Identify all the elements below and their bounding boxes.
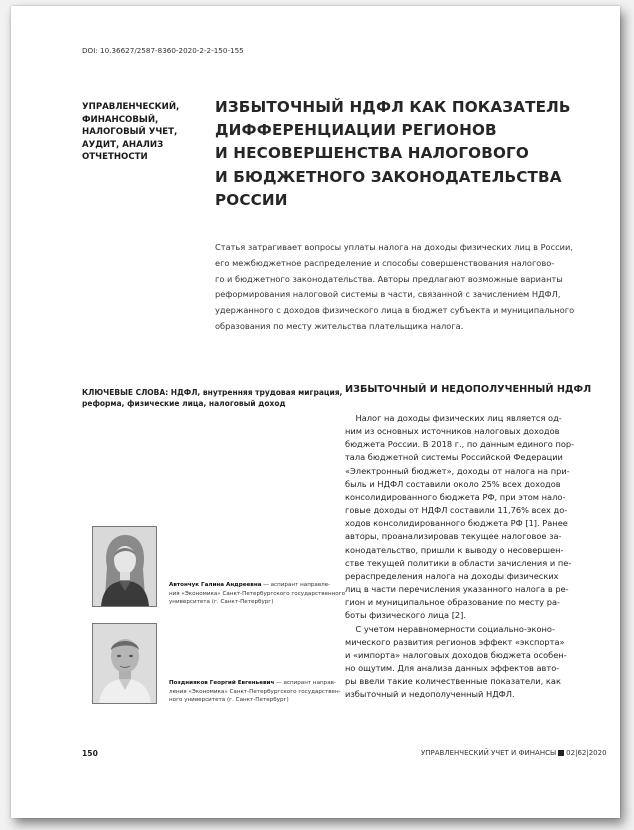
author-info — [169, 679, 344, 705]
abstract-line: го и бюджетного законодательства. Авторы предлагают возможные варианты — [215, 273, 563, 284]
keywords-line: реформа, физические лица, налоговый доход — [82, 398, 286, 408]
journal-page — [11, 6, 620, 818]
rubric-block — [82, 101, 192, 164]
author-name: Позднияков Георгий Евгеньевич — [169, 680, 275, 686]
body-line: «Электронный бюджет», доходы от налога на при- — [345, 465, 570, 476]
running-footer — [421, 749, 607, 757]
body-line: и «импорта» налоговых доходов бюджета особен- — [345, 649, 567, 660]
body-line: говые доходы от НДФЛ составили 11,76% всех до- — [345, 505, 568, 516]
body-line: гион и муниципальное образование по месту ра- — [345, 597, 561, 608]
body-line: ходов консолидированного бюджета РФ [1]. Ранее — [345, 518, 568, 529]
issue-number: 02|62|2020 — [566, 749, 607, 757]
body-line: быль и НДФЛ составили около 25% всех доходов — [345, 478, 561, 489]
abstract — [215, 240, 590, 335]
abstract-line: его межбюджетное распределение и способы совершенствования налогово- — [215, 257, 555, 268]
body-line: боты физического лица [2]. — [345, 610, 466, 621]
author-role: — аспирант направле- — [261, 582, 331, 588]
rubric-line: ФИНАНСОВЫЙ, — [82, 114, 159, 125]
body-line: стве текущей политики в области зачисления и пе- — [345, 557, 572, 568]
body-line: С учетом неравномерности социально-эконо- — [345, 623, 555, 634]
title-line: И НЕСОВЕРШЕНСТВА НАЛОГОВОГО — [215, 144, 529, 163]
section-heading: ИЗБЫТОЧНЫЙ И НЕДОПОЛУЧЕННЫЙ НДФЛ — [345, 384, 592, 395]
title-line: И БЮДЖЕТНОГО ЗАКОНОДАТЕЛЬСТВА — [215, 167, 562, 186]
abstract-line: удержанного с доходов физического лица в бюджет субъекта и муниципального — [215, 305, 575, 316]
author-role: — аспирант направ- — [274, 680, 336, 686]
author-photo — [92, 526, 157, 607]
body-line: избыточный и недополученный НДФЛ. — [345, 689, 515, 700]
body-line: консолидированного бюджета РФ, при этом нало- — [345, 491, 566, 502]
body-line: ры ввели такие количественные показатели, как — [345, 676, 561, 687]
article-title — [215, 96, 575, 212]
body-line: но ощутим. Для анализа данных эффектов авто- — [345, 662, 560, 673]
author-role: университета (г. Санкт-Петербург) — [169, 599, 274, 606]
author-info — [169, 581, 344, 607]
author-name: Автончук Галина Андреевна — [169, 582, 262, 588]
author-role: ния «Экономика» Санкт-Петербургского государственного — [169, 590, 346, 597]
body-text — [345, 412, 595, 701]
body-line: рераспределения налога на доходы физических — [345, 570, 559, 581]
abstract-line: реформирования налоговой системы в части, связанной с зачислением НДФЛ, — [215, 289, 561, 300]
doi-line: DOI: 10.36627/2587-8360-2020-2-2-150-155 — [82, 46, 244, 55]
body-line: тала бюджетной системы Российской Федерации — [345, 452, 563, 463]
body-line: конодательство, пришли к выводу о несовершен- — [345, 544, 564, 555]
author-role: ного университета (г. Санкт-Петербург) — [169, 697, 289, 704]
body-line: ним из основных источников налоговых доходов — [345, 426, 560, 437]
body-line: лиц в части перечисления указанного налога в ре- — [345, 584, 569, 595]
page-number: 150 — [82, 749, 98, 758]
square-separator-icon — [558, 750, 564, 756]
author-photo — [92, 623, 157, 704]
rubric-line: ОТЧЕТНОСТИ — [82, 152, 148, 163]
body-line: бюджета России. В 2018 г., по данным единого пор- — [345, 439, 575, 450]
rubric-line: УПРАВЛЕНЧЕСКИЙ, — [82, 102, 180, 112]
title-line: ДИФФЕРЕНЦИАЦИИ РЕГИОНОВ — [215, 121, 497, 140]
body-line: мического развития регионов эффект «экспорта» — [345, 636, 565, 647]
abstract-line: образования по месту жительства плательщика налога. — [215, 320, 464, 331]
rubric-line: АУДИТ, АНАЛИЗ — [82, 139, 164, 150]
journal-name: УПРАВЛЕНЧЕСКИЙ УЧЕТ И ФИНАНСЫ — [421, 749, 557, 757]
keywords — [82, 388, 343, 409]
title-line: ИЗБЫТОЧНЫЙ НДФЛ КАК ПОКАЗАТЕЛЬ — [215, 98, 571, 116]
rubric-line: НАЛОГОВЫЙ УЧЕТ, — [82, 127, 178, 138]
author-role: ления «Экономика» Санкт-Петербургского государствен- — [169, 688, 341, 695]
body-line: Налог на доходы физических лиц является од- — [345, 413, 562, 423]
abstract-line: Статья затрагивает вопросы уплаты налога на доходы физических лиц в России, — [215, 242, 574, 252]
keywords-line: КЛЮЧЕВЫЕ СЛОВА: НДФЛ, внутренняя трудовая миграция, — [82, 388, 343, 397]
body-line: авторы, проанализировав текущее налоговое за- — [345, 531, 562, 542]
title-line: РОССИИ — [215, 190, 288, 209]
